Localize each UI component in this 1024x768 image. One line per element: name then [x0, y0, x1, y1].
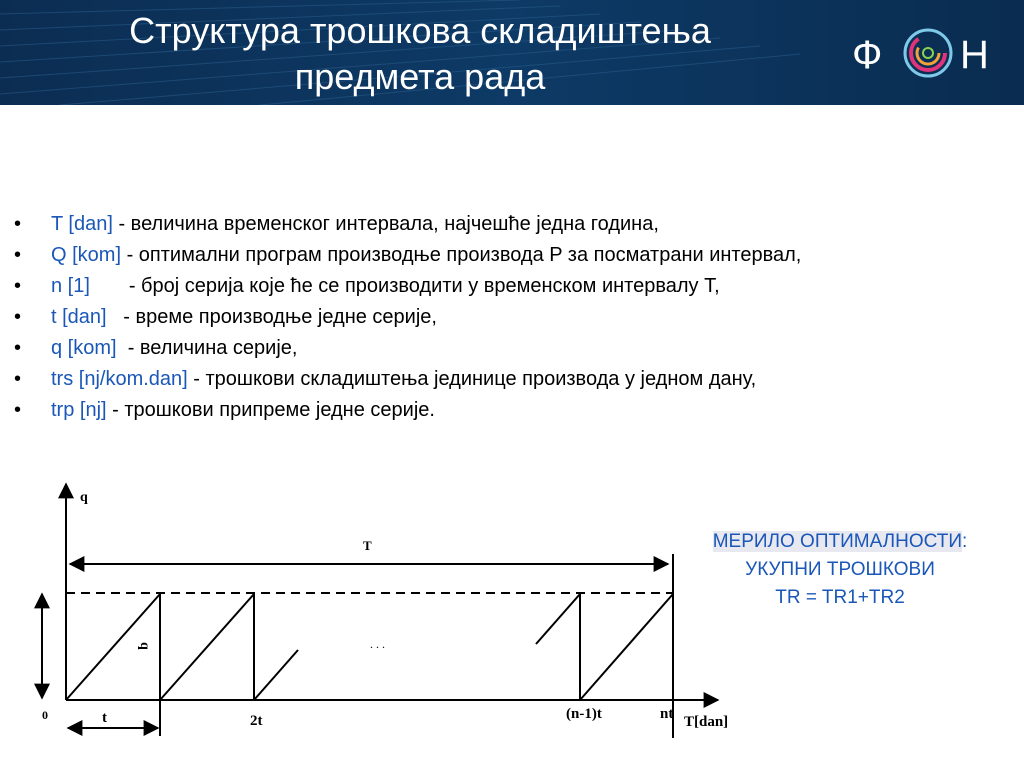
- term: t [dan]: [51, 306, 107, 328]
- tick-nt-label: nt: [660, 706, 674, 722]
- list-item: [0, 276, 1010, 297]
- ellipsis: . . .: [370, 637, 385, 651]
- slide-title: [40, 8, 800, 100]
- bullet-icon: •: [14, 337, 22, 359]
- sawtooth-segment: [254, 650, 298, 700]
- logo-left-letter: Ф: [852, 33, 883, 77]
- term: Q [kom]: [51, 244, 122, 266]
- tick-n1t-label: (n-1)t: [566, 706, 602, 722]
- bullet-icon: •: [14, 275, 22, 297]
- term: trp [nj]: [51, 399, 107, 421]
- term: q [kom]: [51, 337, 117, 359]
- optimality-criterion: [680, 528, 1000, 612]
- slide-title-line2: предмета рада: [294, 56, 546, 97]
- definition: - број серија које ће се производити у временском интервалу T,: [89, 275, 720, 297]
- fon-logo-icon: [850, 20, 1000, 86]
- origin-label: 0: [42, 708, 48, 722]
- bullet-icon: •: [14, 244, 22, 266]
- definitions-list: [0, 214, 1010, 431]
- list-item: [0, 369, 1010, 390]
- term: T [dan]: [51, 213, 113, 235]
- list-item: [0, 214, 1010, 235]
- definition: - оптимални програм производње производа P за посматрани интервал,: [121, 244, 802, 266]
- slide-title-line1: Структура трошкова складиштења: [129, 10, 711, 51]
- criterion-heading-row: [680, 528, 1000, 556]
- definition: - време производње једне серије,: [106, 306, 437, 328]
- definition: - величина временског интервала, најчешће једна година,: [112, 213, 659, 235]
- tick-t-label: t: [102, 710, 107, 726]
- logo-right-letter: Н: [960, 33, 989, 77]
- criterion-colon: :: [962, 531, 968, 552]
- sawtooth-segment: [580, 594, 673, 700]
- tick-2t-label: 2t: [250, 713, 263, 729]
- term: n [1]: [51, 275, 90, 297]
- definition: - величина серије,: [116, 337, 298, 359]
- list-item: [0, 307, 1010, 328]
- logo-ring-icon: [905, 30, 951, 76]
- bullet-icon: •: [14, 368, 22, 390]
- span-label: T: [363, 538, 372, 553]
- list-item: [0, 400, 1010, 421]
- height-label: q: [137, 642, 152, 650]
- inventory-sawtooth-diagram: [0, 470, 770, 768]
- y-axis-label: q: [80, 490, 88, 505]
- definition: - трошкови складиштења јединице производа у једном дану,: [187, 368, 757, 390]
- definition: - трошкови припреме једне серије.: [106, 399, 435, 421]
- sawtooth-segment: [536, 594, 580, 644]
- criterion-line2: УКУПНИ ТРОШКОВИ: [745, 559, 935, 580]
- slide-header: [0, 0, 1024, 105]
- list-item: [0, 338, 1010, 359]
- x-axis-label: T[dan]: [684, 714, 729, 730]
- bullet-icon: •: [14, 306, 22, 328]
- criterion-formula: TR = TR1+TR2: [775, 587, 905, 608]
- bullet-icon: •: [14, 399, 22, 421]
- criterion-heading: МЕРИЛО ОПТИМАЛНОСТИ: [712, 531, 962, 552]
- term: trs [nj/kom.dan]: [51, 368, 188, 390]
- list-item: [0, 245, 1010, 266]
- sawtooth-segment: [160, 594, 254, 700]
- bullet-icon: •: [14, 213, 22, 235]
